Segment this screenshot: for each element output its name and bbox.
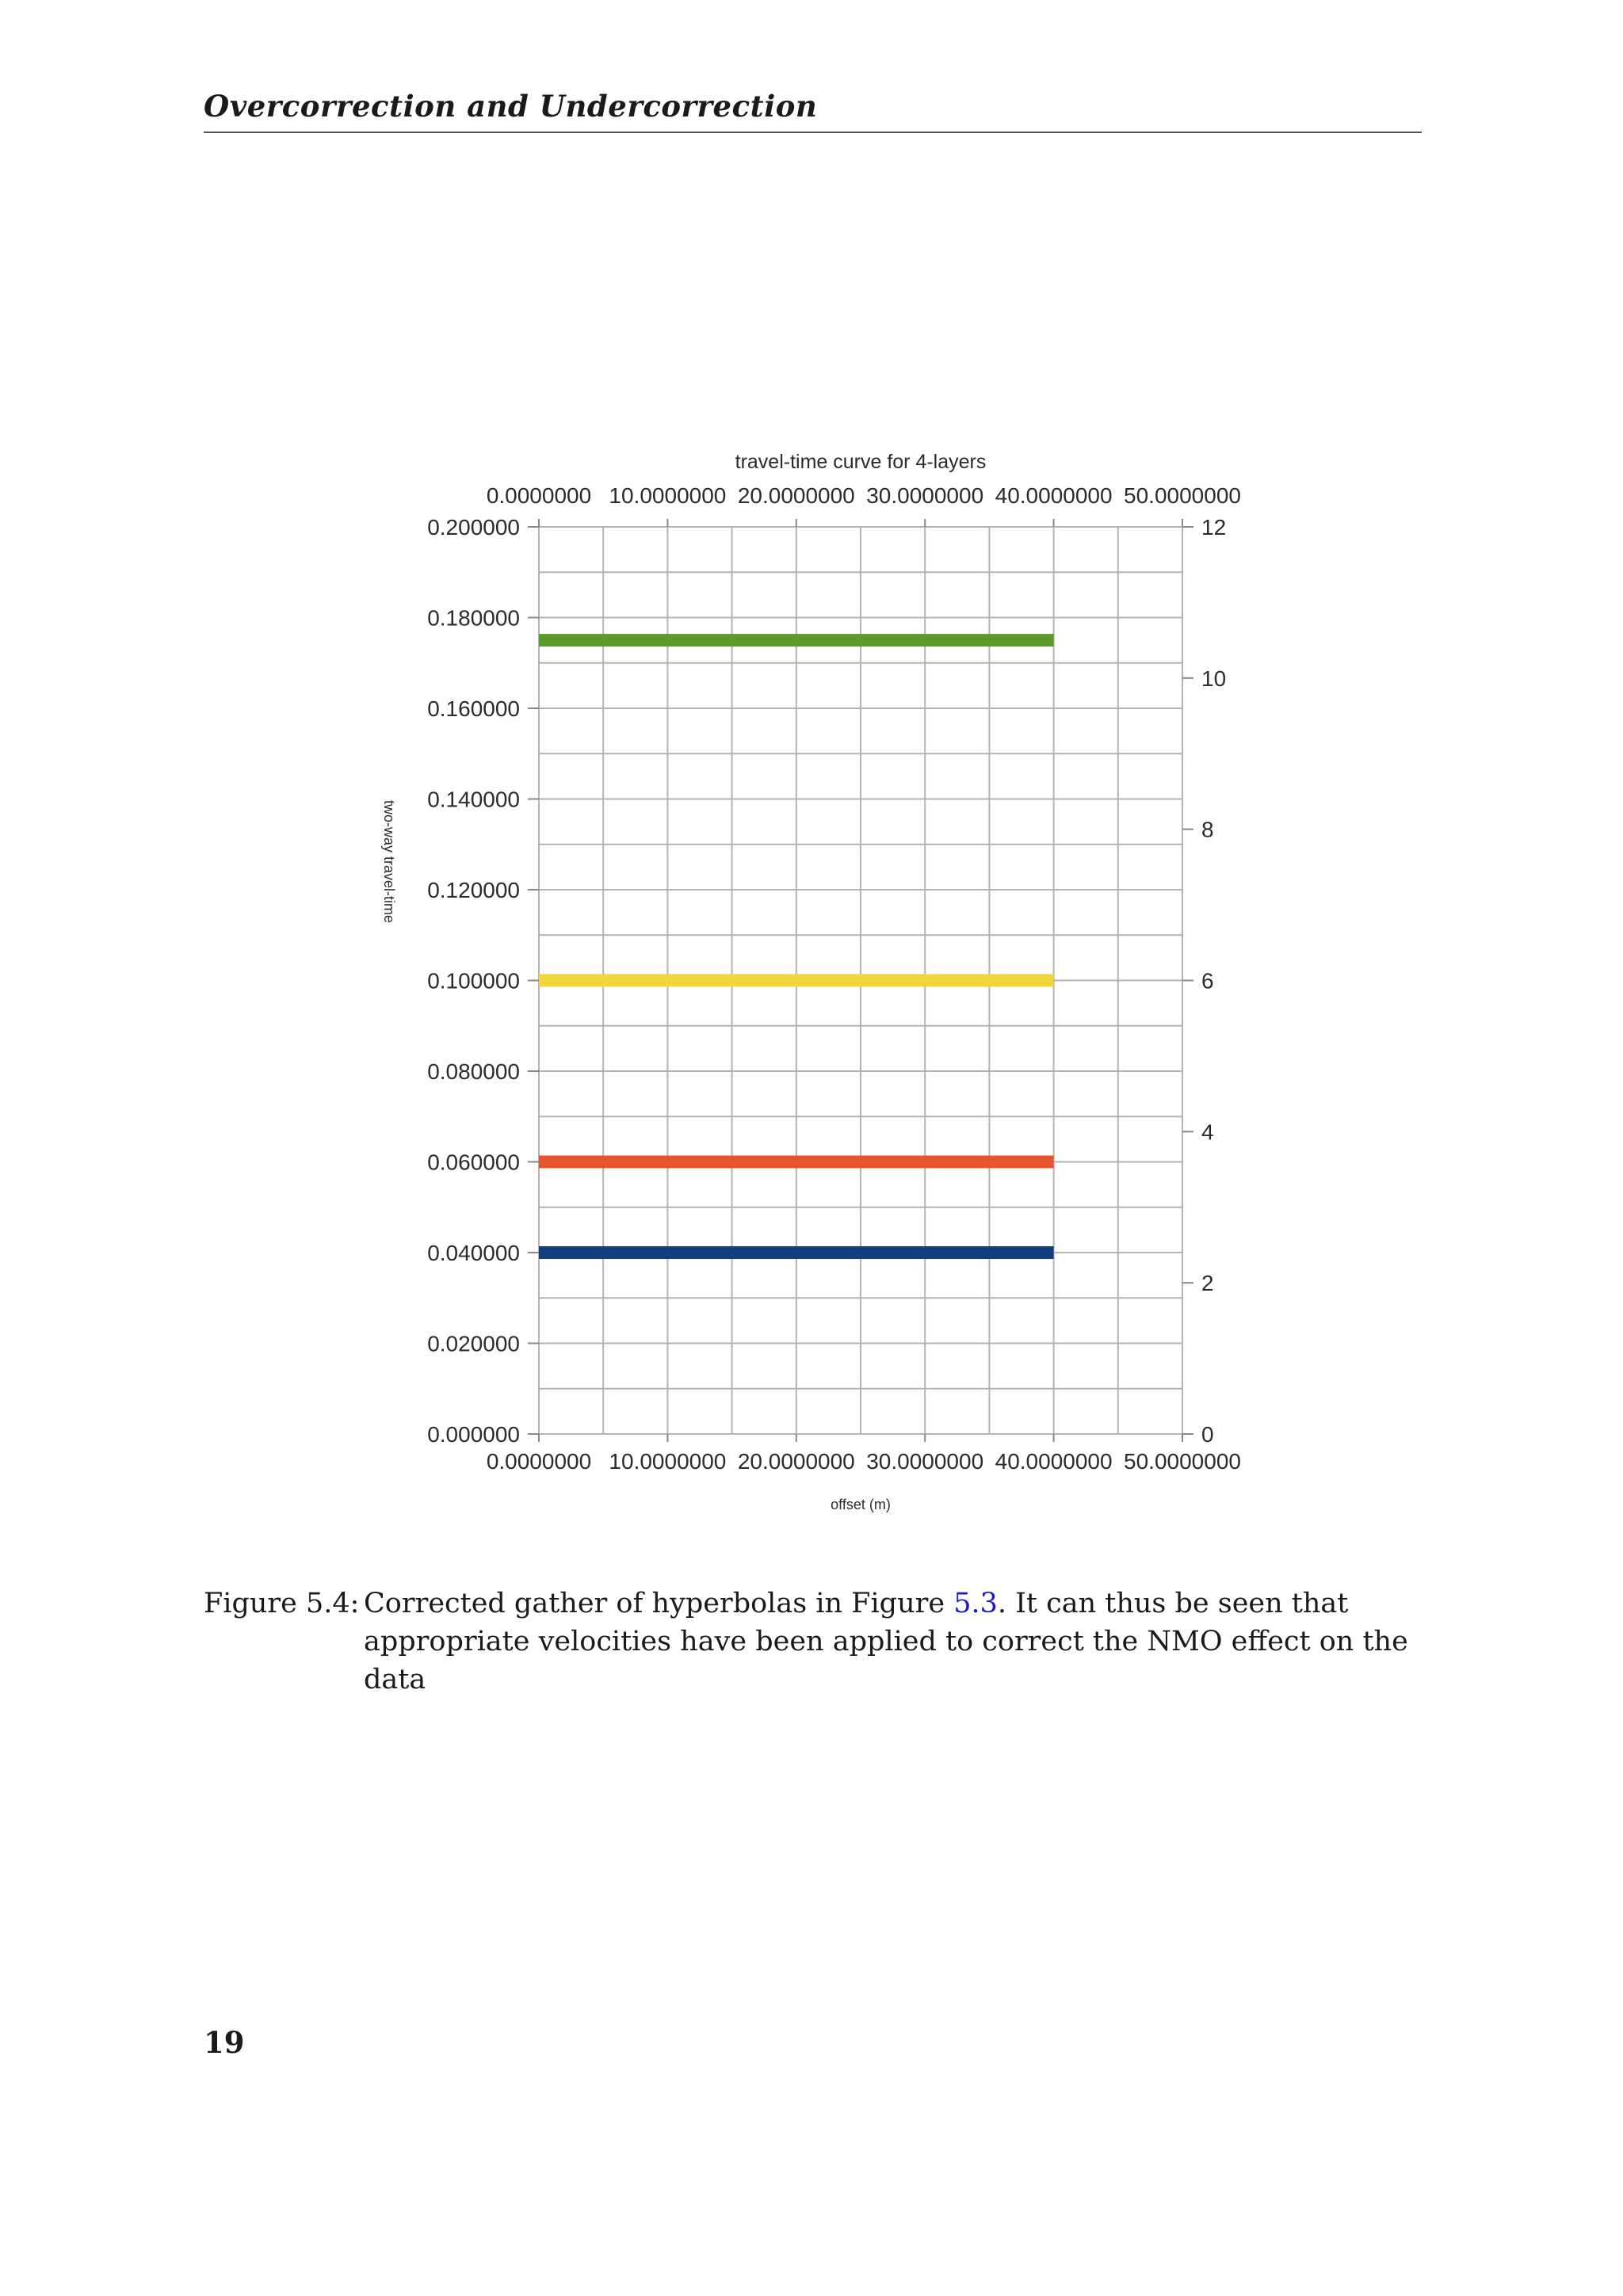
y-axis-label: two-way travel-time [381, 799, 397, 924]
y2-tick-label: 2 [1201, 1271, 1214, 1296]
x-tick-label-top: 0.0000000 [486, 483, 592, 508]
y2-tick-label: 10 [1201, 666, 1227, 691]
x-tick-label-top: 30.0000000 [866, 483, 984, 508]
figure-caption [204, 1585, 1424, 1699]
y2-tick-label: 12 [1201, 515, 1227, 540]
x-tick-label-top: 50.0000000 [1124, 483, 1241, 508]
page-number: 19 [204, 2025, 245, 2060]
y2-tick-label: 8 [1201, 817, 1214, 842]
y-tick-label: 0.040000 [427, 1241, 520, 1265]
y-tick-label: 0.140000 [427, 787, 520, 812]
caption-label: Figure 5.4: [204, 1588, 360, 1619]
y-tick-label: 0.080000 [427, 1059, 520, 1084]
x-tick-label-top: 10.0000000 [609, 483, 727, 508]
caption-text-before: Corrected gather of hyperbolas in Figure [364, 1588, 954, 1619]
figure-reference-link[interactable]: 5.3 [953, 1588, 998, 1619]
running-title: Overcorrection and Undercorrection [204, 89, 818, 124]
y-tick-label: 0.060000 [427, 1150, 520, 1175]
x-tick-label-top: 40.0000000 [995, 483, 1113, 508]
x-tick-label-bottom: 30.0000000 [866, 1449, 984, 1474]
x-tick-label-bottom: 50.0000000 [1124, 1449, 1241, 1474]
x-axis-label: offset (m) [831, 1497, 891, 1512]
y-tick-label: 0.100000 [427, 968, 520, 994]
y2-tick-label: 4 [1201, 1119, 1214, 1145]
x-tick-label-bottom: 0.0000000 [486, 1449, 592, 1474]
caption-text-after: . It can thus be seen that appropriate velocities have been applied to correct the NMO effect on the data [364, 1588, 1408, 1695]
y-tick-label: 0.160000 [427, 696, 520, 721]
y2-tick-label: 6 [1201, 968, 1214, 994]
y-tick-label: 0.020000 [427, 1331, 520, 1356]
x-tick-label-bottom: 40.0000000 [995, 1449, 1113, 1474]
y-tick-label: 0.180000 [427, 605, 520, 631]
chart-title: travel-time curve for 4-layers [735, 451, 987, 473]
x-tick-label-top: 20.0000000 [737, 483, 855, 508]
x-tick-label-bottom: 20.0000000 [737, 1449, 855, 1474]
y-tick-label: 0.000000 [427, 1422, 520, 1447]
caption-body [364, 1585, 1424, 1699]
y-tick-label: 0.200000 [427, 515, 520, 540]
y2-tick-label: 0 [1201, 1422, 1214, 1447]
x-tick-label-bottom: 10.0000000 [609, 1449, 727, 1474]
y-tick-label: 0.120000 [427, 878, 520, 902]
